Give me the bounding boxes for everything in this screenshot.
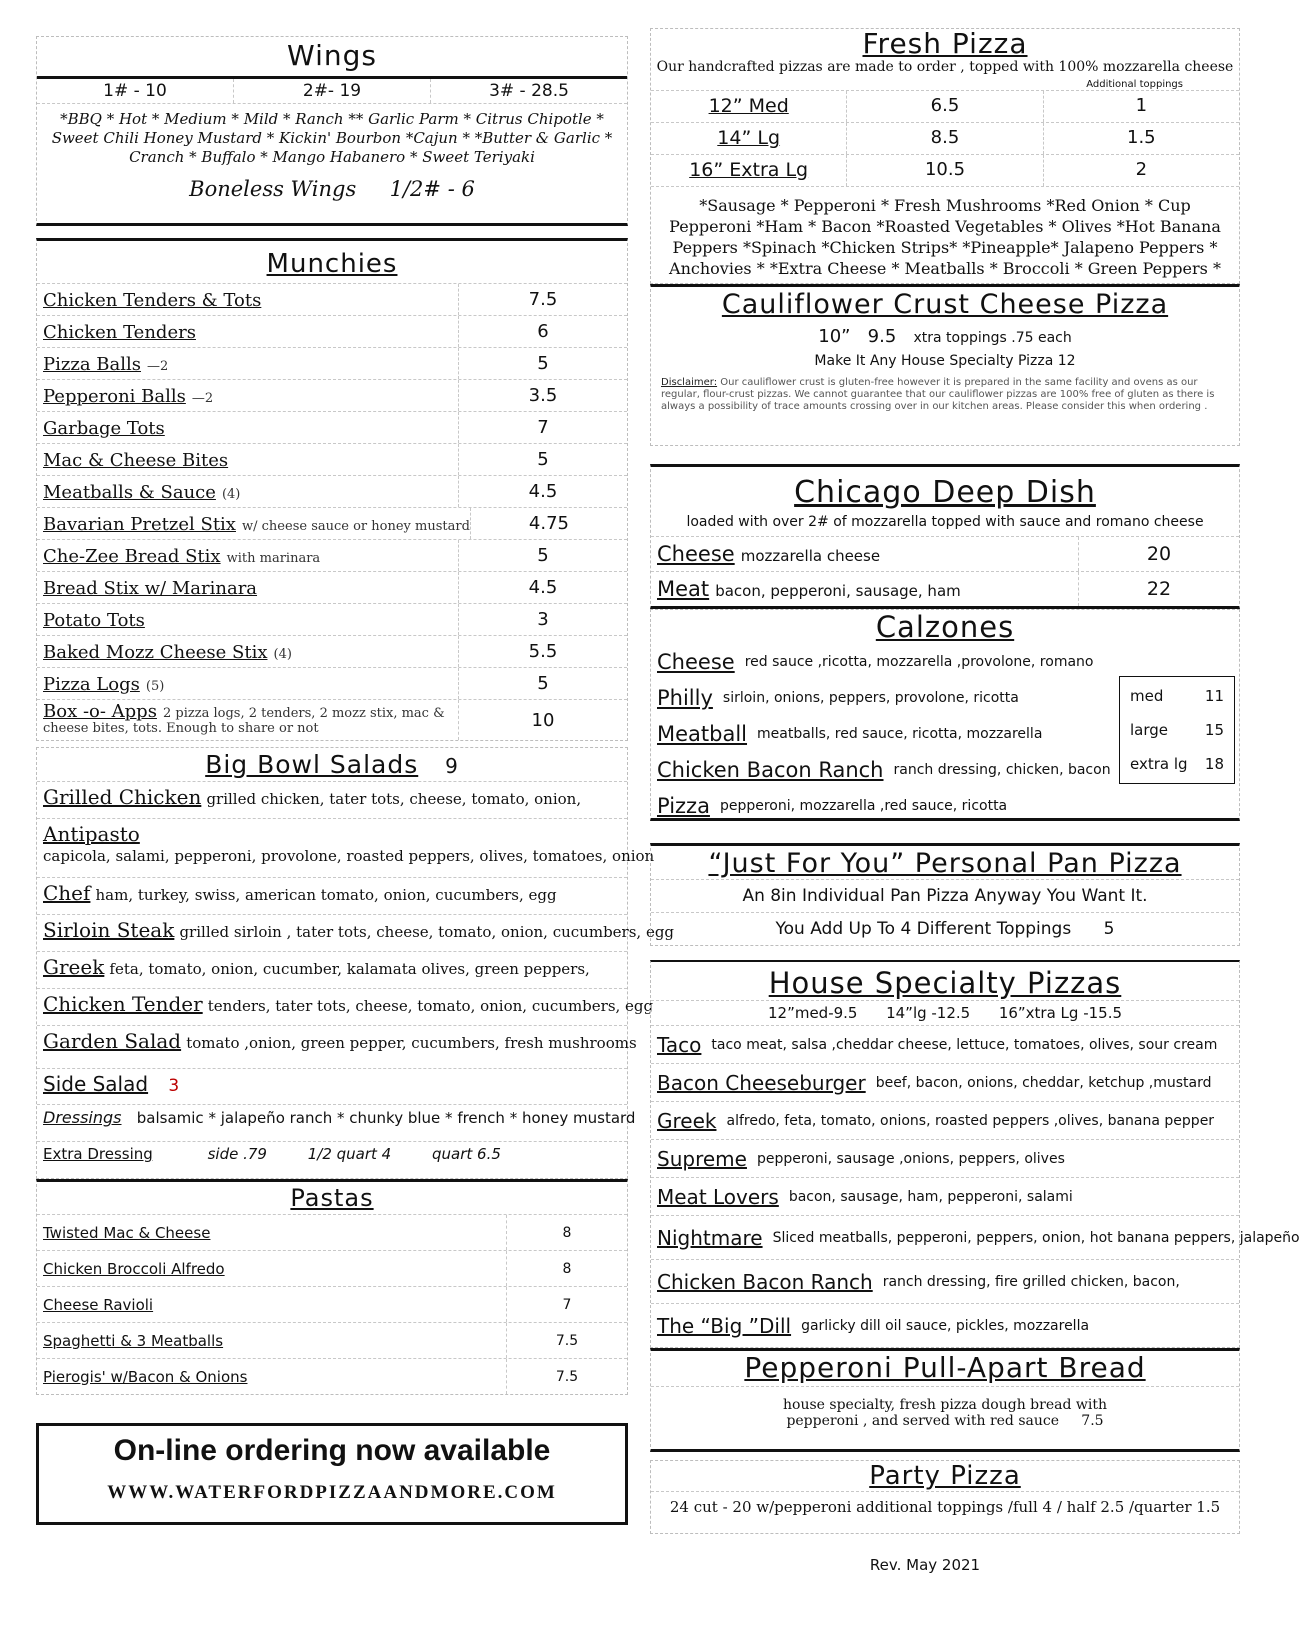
calzone-desc: pepperoni, mozzarella ,red sauce, ricotta xyxy=(719,798,1008,814)
extra-dressing-label: Extra Dressing xyxy=(43,1145,153,1163)
personal-line2 xyxy=(651,912,1239,945)
wings-title: Wings xyxy=(37,37,627,79)
extra-quart: quart 6.5 xyxy=(432,1145,501,1163)
specialty-row xyxy=(651,1177,1239,1215)
munchies-title-text: Munchies xyxy=(266,249,398,279)
munchies-item-name: Pizza Balls xyxy=(43,353,141,375)
munchies-item xyxy=(37,701,458,736)
munchies-item xyxy=(37,545,458,567)
munchies-item xyxy=(37,641,458,663)
munchies-item-price: 3 xyxy=(458,604,627,635)
personal-price: 5 xyxy=(1103,919,1115,939)
munchies-item-name: Chicken Tenders & Tots xyxy=(43,289,262,311)
salad-name: Greek xyxy=(43,955,105,979)
munchies-row xyxy=(37,347,627,379)
pasta-price: 7.5 xyxy=(506,1359,627,1394)
pasta-price: 7.5 xyxy=(506,1323,627,1358)
party-line: 24 cut - 20 w/pepperoni additional toppings /full 4 / half 2.5 /quarter 1.5 xyxy=(651,1491,1239,1519)
pastas-list xyxy=(37,1214,627,1394)
calzone-row xyxy=(651,716,1109,752)
salad-desc: feta, tomato, onion, cucumber, kalamata olives, green peppers, xyxy=(109,960,590,978)
specialty-name: Taco xyxy=(657,1032,702,1057)
side-salad-name: Side Salad xyxy=(43,1072,149,1096)
calzone-name: Chicken Bacon Ranch xyxy=(657,758,884,782)
deep-dish-row xyxy=(651,571,1239,606)
party-section xyxy=(650,1460,1240,1534)
calzone-desc: meatballs, red sauce, ricotta, mozzarella xyxy=(757,726,1043,742)
munchies-item xyxy=(37,353,458,375)
pasta-row xyxy=(37,1214,627,1250)
specialty-desc: Sliced meatballs, pepperoni, peppers, onion, hot banana peppers, jalapeño xyxy=(772,1229,1300,1246)
specialty-name: Chicken Bacon Ranch xyxy=(657,1269,873,1294)
munchies-item-name: Pepperoni Balls xyxy=(43,385,186,407)
munchies-row xyxy=(37,443,627,475)
salad-desc: grilled chicken, tater tots, cheese, tomato, onion, xyxy=(206,790,582,808)
deep-dish-title xyxy=(651,467,1239,510)
munchies-item-note: (4) xyxy=(221,486,241,502)
fresh-pizza-subtitle: Our handcrafted pizzas are made to order , topped with 100% mozzarella cheese xyxy=(656,59,1234,75)
pasta-name: Cheese Ravioli xyxy=(43,1295,154,1314)
munchies-item xyxy=(37,481,458,503)
specialty-name: Bacon Cheeseburger xyxy=(657,1070,866,1095)
munchies-item xyxy=(37,673,458,695)
specialty-desc: alfredo, feta, tomato, onions, roasted peppers ,olives, banana pepper xyxy=(726,1112,1215,1129)
calzone-row xyxy=(651,752,1109,788)
salad-row xyxy=(37,988,654,1025)
specialty-row xyxy=(651,1101,1239,1139)
salad-name: Grilled Chicken xyxy=(43,785,202,809)
deep-dish-price: 20 xyxy=(1078,537,1239,571)
calzone-price-row xyxy=(1120,713,1234,747)
wings-size-1: 1# - 10 xyxy=(103,81,167,101)
specialty-desc: bacon, sausage, ham, pepperoni, salami xyxy=(788,1188,1073,1205)
pasta-name: Chicken Broccoli Alfredo xyxy=(43,1259,225,1278)
deep-dish-section xyxy=(650,464,1240,609)
specialty-section xyxy=(650,960,1300,1348)
calzone-name: Cheese xyxy=(657,650,735,674)
munchies-item-price: 3.5 xyxy=(458,380,627,411)
revision-date: Rev. May 2021 xyxy=(869,1556,981,1574)
specialty-row xyxy=(651,1215,1300,1259)
deep-dish-desc: bacon, pepperoni, sausage, ham xyxy=(715,582,961,600)
calzone-desc: sirloin, onions, peppers, provolone, ricotta xyxy=(722,690,1019,706)
pizza-size-row xyxy=(651,154,1239,186)
munchies-row xyxy=(37,699,627,740)
pullapart-line2: pepperoni , and served with red sauce xyxy=(786,1413,1060,1429)
calzone-price-size: large xyxy=(1130,721,1169,739)
specialty-title xyxy=(651,962,1239,1000)
salads-section xyxy=(36,747,675,1179)
munchies-item-note: —2 xyxy=(191,390,214,406)
cauliflower-title xyxy=(651,287,1239,320)
wings-flavors: *BBQ * Hot * Medium * Mild * Ranch ** Garlic Parm * Citrus Chipotle * Sweet Chili Honey Mustard * Kickin' Bourbon *Cajun * *Butter & Garlic * Cranch * Buffalo * Mango Habanero * Sweet Teriyaki xyxy=(37,103,627,173)
wings-size-3: 3# - 28.5 xyxy=(430,79,627,103)
pizza-topping-price: 1.5 xyxy=(1043,123,1239,154)
left-column xyxy=(36,36,675,1525)
munchies-item xyxy=(37,289,458,311)
calzone-name: Meatball xyxy=(657,722,748,746)
munchies-row xyxy=(37,283,627,315)
specialty-row xyxy=(651,1139,1239,1177)
munchies-item-price: 10 xyxy=(458,700,627,740)
cauliflower-line2: Make It Any House Specialty Pizza 12 xyxy=(814,353,1076,369)
fresh-pizza-toppings: *Sausage * Pepperoni * Fresh Mushrooms *Red Onion * Cup Pepperoni *Ham * Bacon *Roasted Vegetables * Olives *Hot Banana Peppers *Spinach *Chicken Strips* *Pineapple* Jalapeno Peppers * Anchovies * *Extra Cheese * Meatballs * Broccoli * Green Peppers * xyxy=(651,186,1239,283)
cauliflower-section xyxy=(650,284,1240,446)
salad-row xyxy=(37,914,675,951)
munchies-row xyxy=(37,603,627,635)
specialty-desc: pepperoni, sausage ,onions, peppers, olives xyxy=(756,1150,1065,1167)
fresh-pizza-title xyxy=(651,29,1239,59)
salad-row xyxy=(37,818,655,877)
pastas-section xyxy=(36,1179,628,1395)
calzone-price-value: 15 xyxy=(1204,721,1224,739)
pizza-size-list xyxy=(651,90,1239,186)
pullapart-line2-row xyxy=(657,1413,1233,1429)
deep-dish-item xyxy=(651,542,1078,566)
munchies-item-name: Meatballs & Sauce xyxy=(43,481,216,503)
fresh-pizza-title-text: Fresh Pizza xyxy=(862,27,1028,60)
munchies-item-name: Potato Tots xyxy=(43,609,145,631)
deep-dish-subtitle: loaded with over 2# of mozzarella topped with sauce and romano cheese xyxy=(686,514,1204,530)
deep-dish-list xyxy=(651,536,1239,606)
extra-side: side .79 xyxy=(207,1145,267,1163)
calzone-row xyxy=(651,644,1109,680)
calzone-name: Pizza xyxy=(657,794,710,818)
salad-desc: tomato ,onion, green pepper, cucumbers, fresh mushrooms xyxy=(186,1034,637,1052)
munchies-row xyxy=(37,411,627,443)
munchies-item-price: 5.5 xyxy=(458,636,627,667)
salads-title xyxy=(37,748,627,781)
calzones-title xyxy=(651,610,1239,644)
pizza-size: 14” Lg xyxy=(717,127,781,149)
specialty-name: The “Big ”Dill xyxy=(657,1313,792,1338)
personal-line1: An 8in Individual Pan Pizza Anyway You Want It. xyxy=(651,879,1239,912)
pullapart-title-text: Pepperoni Pull-Apart Bread xyxy=(744,1351,1146,1384)
pullapart-line1: house specialty, fresh pizza dough bread with xyxy=(783,1397,1107,1413)
munchies-item-name: Bread Stix w/ Marinara xyxy=(43,577,258,599)
munchies-row xyxy=(37,315,627,347)
cauliflower-price: 9.5 xyxy=(867,326,897,347)
pastas-title-text: Pastas xyxy=(290,1184,374,1212)
salad-row xyxy=(37,1025,637,1068)
pizza-size: 16” Extra Lg xyxy=(689,159,809,181)
specialty-list xyxy=(651,1025,1300,1347)
munchies-section xyxy=(36,238,628,741)
pizza-size-row xyxy=(651,122,1239,154)
specialty-sizes: 12”med-9.5 14”lg -12.5 16”xtra Lg -15.5 xyxy=(651,1000,1239,1025)
calzone-price-row xyxy=(1120,747,1234,781)
salad-desc: tenders, tater tots, cheese, tomato, onion, cucumbers, egg xyxy=(207,997,654,1015)
deep-dish-price: 22 xyxy=(1078,572,1239,606)
munchies-item-note: (5) xyxy=(145,678,165,694)
dressings-list: balsamic * jalapeño ranch * chunky blue * french * honey mustard xyxy=(136,1109,636,1127)
salad-name: Sirloin Steak xyxy=(43,918,175,942)
specialty-name: Nightmare xyxy=(657,1225,763,1250)
pullapart-title xyxy=(651,1351,1239,1384)
calzone-desc: red sauce ,ricotta, mozzarella ,provolone, romano xyxy=(744,654,1094,670)
specialty-desc: garlicky dill oil sauce, pickles, mozzarella xyxy=(801,1317,1090,1334)
munchies-row xyxy=(37,507,627,539)
specialty-title-text: House Specialty Pizzas xyxy=(768,966,1122,1000)
specialty-row xyxy=(651,1025,1239,1063)
additional-toppings-label: Additional toppings xyxy=(1086,79,1183,90)
munchies-item xyxy=(37,385,458,407)
specialty-name: Greek xyxy=(657,1108,717,1133)
pizza-size-price: 8.5 xyxy=(846,123,1042,154)
personal-line2-text: You Add Up To 4 Different Toppings xyxy=(775,919,1072,939)
specialty-row xyxy=(651,1303,1239,1347)
online-headline: On-line ordering now available xyxy=(113,1434,551,1467)
salad-row xyxy=(37,877,627,914)
munchies-item xyxy=(37,577,458,599)
disclaimer-text: Our cauliflower crust is gluten-free however it is prepared in the same facility and ovens as our regular, flour-crust pizzas. We cannot guarantee that our cauliflower pizzas are 100% free of gluten as there is always a possibility of trace amounts crossing over in our kitchen areas. Please consider this when ordering . xyxy=(661,377,1215,412)
munchies-item-price: 5 xyxy=(458,540,627,571)
munchies-item-name: Bavarian Pretzel Stix xyxy=(43,513,236,535)
pasta-name: Spaghetti & 3 Meatballs xyxy=(43,1331,224,1350)
munchies-item-note: w/ cheese sauce or honey mustard xyxy=(242,518,470,534)
pasta-price: 8 xyxy=(506,1251,627,1286)
calzone-price-size: extra lg xyxy=(1130,755,1188,773)
munchies-item-note: with marinara xyxy=(226,550,321,566)
munchies-item xyxy=(37,417,458,439)
munchies-item-name: Garbage Tots xyxy=(43,417,165,439)
right-column xyxy=(650,27,1300,1574)
cauliflower-title-text: Cauliflower Crust Cheese Pizza xyxy=(721,289,1169,320)
salads-list xyxy=(37,781,675,1068)
extra-half: 1/2 quart 4 xyxy=(307,1145,392,1163)
fresh-pizza-section xyxy=(650,28,1240,284)
munchies-item xyxy=(37,321,458,343)
cauliflower-disclaimer xyxy=(651,369,1239,413)
munchies-item-note: (4) xyxy=(273,646,292,662)
munchies-item-name: Mac & Cheese Bites xyxy=(43,449,229,471)
wings-sizes xyxy=(37,79,627,103)
munchies-item-price: 5 xyxy=(458,668,627,699)
deep-dish-item xyxy=(651,577,1078,601)
salad-row xyxy=(37,951,627,988)
munchies-item xyxy=(37,449,458,471)
calzones-title-text: Calzones xyxy=(875,610,1015,644)
pizza-size-price: 6.5 xyxy=(846,91,1042,122)
calzone-row xyxy=(651,788,1109,824)
boneless-price: 1/2# - 6 xyxy=(389,177,475,201)
pasta-row xyxy=(37,1286,627,1322)
specialty-row xyxy=(651,1063,1239,1101)
salad-name: Chicken Tender xyxy=(43,992,203,1016)
munchies-item-price: 4.5 xyxy=(458,476,627,507)
pullapart-section xyxy=(650,1348,1240,1452)
munchies-item-note: —2 xyxy=(147,358,169,374)
salad-desc: ham, turkey, swiss, american tomato, onion, cucumbers, egg xyxy=(95,886,557,904)
specialty-desc: taco meat, salsa ,cheddar cheese, lettuce, tomatoes, olives, sour cream xyxy=(711,1036,1218,1053)
munchies-row xyxy=(37,539,627,571)
disclaimer-label: Disclaimer: xyxy=(661,377,718,388)
calzone-name: Philly xyxy=(657,686,713,710)
side-salad xyxy=(37,1068,627,1104)
calzone-price-list xyxy=(1120,679,1234,781)
personal-title xyxy=(651,846,1239,879)
calzone-price-size: med xyxy=(1130,687,1164,705)
pullapart-desc xyxy=(651,1386,1239,1432)
calzone-row xyxy=(651,680,1109,716)
pasta-price: 8 xyxy=(506,1215,627,1250)
munchies-item-price: 7 xyxy=(458,412,627,443)
salad-name: Antipasto xyxy=(43,822,140,846)
pizza-size-price: 10.5 xyxy=(846,155,1042,186)
salads-price: 9 xyxy=(445,754,459,778)
party-title xyxy=(651,1461,1239,1491)
extra-dressing-row xyxy=(37,1141,627,1178)
online-ordering-box xyxy=(36,1423,628,1525)
munchies-row xyxy=(37,379,627,411)
munchies-title xyxy=(37,241,627,283)
calzone-price-box xyxy=(1119,676,1235,784)
deep-dish-title-text: Chicago Deep Dish xyxy=(794,475,1096,510)
wings-size-2: 2#- 19 xyxy=(233,79,430,103)
pasta-name: Twisted Mac & Cheese xyxy=(43,1223,211,1242)
pizza-size-row xyxy=(651,90,1239,122)
side-salad-price: 3 xyxy=(168,1076,180,1096)
munchies-item-name: Box -o- Apps xyxy=(43,701,157,722)
calzone-price-value: 18 xyxy=(1204,755,1224,773)
pasta-name: Pierogis' w/Bacon & Onions xyxy=(43,1367,248,1386)
salad-row xyxy=(37,781,627,818)
munchies-item-price: 5 xyxy=(458,444,627,475)
pasta-row xyxy=(37,1250,627,1286)
calzone-price-value: 11 xyxy=(1204,687,1224,705)
pasta-row xyxy=(37,1358,627,1394)
online-url[interactable]: WWW.WATERFORDPIZZAANDMORE.COM xyxy=(107,1482,557,1503)
pizza-topping-price: 2 xyxy=(1043,155,1239,186)
dressings-row xyxy=(37,1104,636,1141)
munchies-item-name: Che-Zee Bread Stix xyxy=(43,545,221,567)
salad-name: Chef xyxy=(43,881,91,905)
munchies-item-name: Chicken Tenders xyxy=(43,321,196,343)
specialty-row xyxy=(651,1259,1239,1303)
munchies-item-price: 4.75 xyxy=(470,508,627,539)
deep-dish-name: Meat xyxy=(657,577,710,601)
cauliflower-size: 10” xyxy=(818,326,851,347)
calzone-price-row xyxy=(1120,679,1234,713)
boneless-label: Boneless Wings xyxy=(189,177,357,201)
munchies-row xyxy=(37,571,627,603)
munchies-list xyxy=(37,283,627,740)
munchies-item-name: Baked Mozz Cheese Stix xyxy=(43,641,268,663)
munchies-row xyxy=(37,667,627,699)
deep-dish-row xyxy=(651,536,1239,571)
salad-desc: capicola, salami, pepperoni, provolone, roasted peppers, olives, tomatoes, onion xyxy=(43,847,655,865)
specialty-desc: beef, bacon, onions, cheddar, ketchup ,mustard xyxy=(875,1074,1212,1091)
specialty-desc: ranch dressing, fire grilled chicken, bacon, xyxy=(882,1273,1180,1290)
pizza-topping-price: 1 xyxy=(1043,91,1239,122)
pasta-price: 7 xyxy=(506,1287,627,1322)
pastas-title xyxy=(37,1182,627,1214)
munchies-item-price: 7.5 xyxy=(458,284,627,315)
calzones-list xyxy=(651,644,1109,824)
calzones-section xyxy=(650,609,1240,821)
munchies-item-price: 5 xyxy=(458,348,627,379)
personal-pan-section xyxy=(650,843,1240,946)
cauliflower-line1 xyxy=(651,326,1239,347)
munchies-item xyxy=(37,609,458,631)
pullapart-price: 7.5 xyxy=(1081,1413,1104,1429)
wings-section xyxy=(36,36,628,226)
deep-dish-name: Cheese xyxy=(657,542,735,566)
calzone-desc: ranch dressing, chicken, bacon xyxy=(893,762,1111,778)
pasta-row xyxy=(37,1322,627,1358)
dressings-label: Dressings xyxy=(43,1108,122,1127)
boneless-wings xyxy=(37,177,627,201)
party-title-text: Party Pizza xyxy=(869,1461,1021,1491)
salad-desc: grilled sirloin , tater tots, cheese, tomato, onion, cucumbers, egg xyxy=(179,923,675,941)
munchies-item-note: 2 pizza logs, 2 tenders, 2 mozz stix, mac & cheese bites, tots. Enough to share or not xyxy=(43,706,445,736)
personal-title-text: “Just For You” Personal Pan Pizza xyxy=(708,848,1182,879)
salad-name: Garden Salad xyxy=(43,1029,182,1053)
munchies-item xyxy=(37,513,470,535)
munchies-item-price: 4.5 xyxy=(458,572,627,603)
salads-title-text: Big Bowl Salads xyxy=(205,750,419,779)
munchies-item-name: Pizza Logs xyxy=(43,673,140,695)
munchies-item-price: 6 xyxy=(458,316,627,347)
munchies-row xyxy=(37,475,627,507)
pizza-size: 12” Med xyxy=(708,95,789,117)
munchies-row xyxy=(37,635,627,667)
specialty-name: Meat Lovers xyxy=(657,1184,779,1209)
cauliflower-extra: xtra toppings .75 each xyxy=(913,330,1072,346)
deep-dish-desc: mozzarella cheese xyxy=(740,547,881,565)
specialty-name: Supreme xyxy=(657,1146,747,1171)
